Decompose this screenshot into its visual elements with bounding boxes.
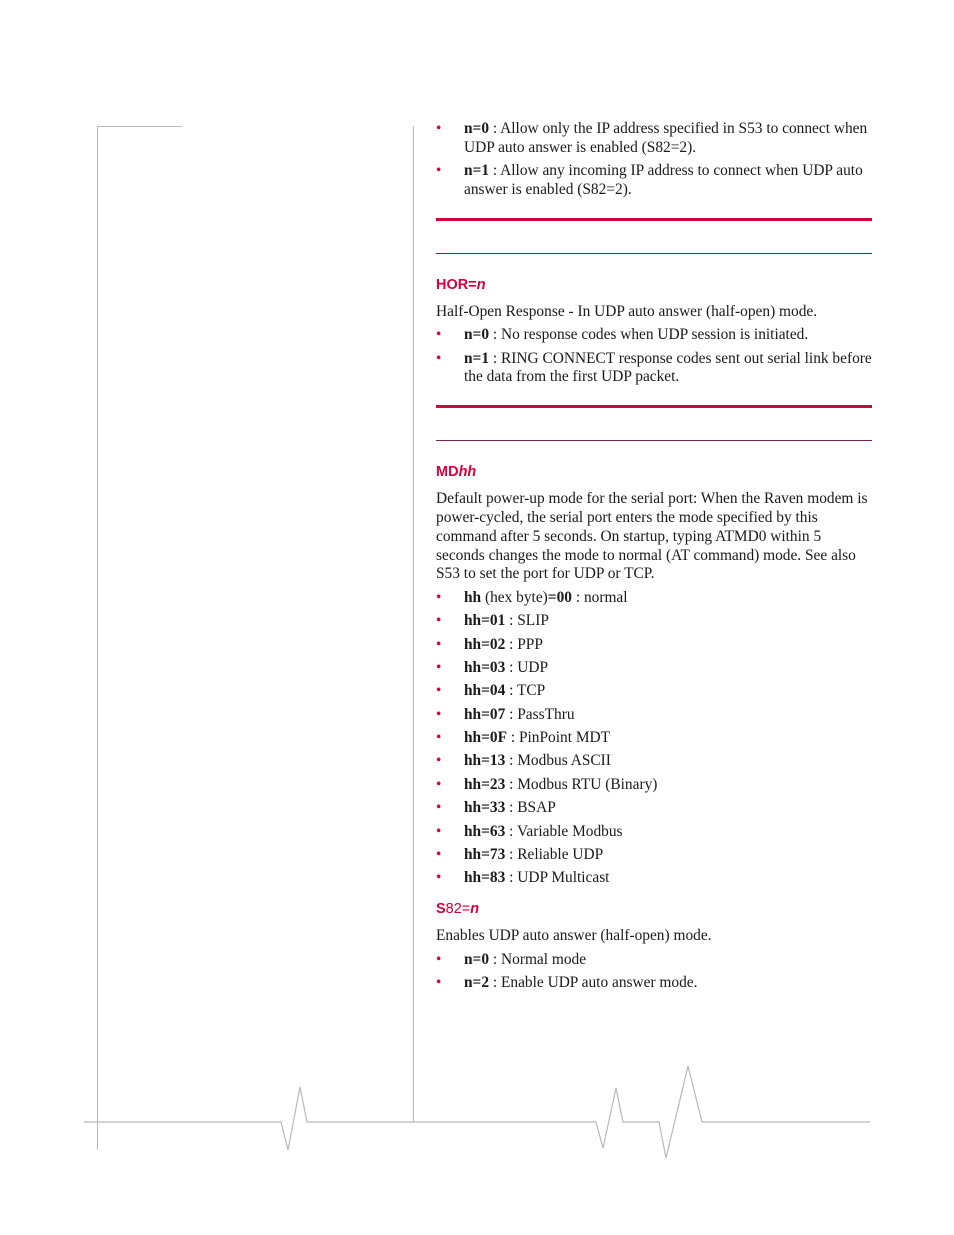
list-item: • hh=33 : BSAP bbox=[436, 799, 872, 818]
section-rule-thin bbox=[436, 440, 872, 441]
list-item: • n=1 : RING CONNECT response codes sent out serial link before the data from the first UDP packet. bbox=[436, 350, 872, 388]
list-item: • n=2 : Enable UDP auto answer mode. bbox=[436, 974, 872, 993]
section-rule-thin bbox=[436, 253, 872, 254]
list-item: • hh=07 : PassThru bbox=[436, 706, 872, 725]
md-description: Default power-up mode for the serial port: When the Raven modem is power-cycled, the serial port enters the mode specified by this command after 5 seconds. On startup, typing ATMD0 within 5 seconds changes the mode to normal (AT command) mode. See also S53 to set the port for UDP or TCP. bbox=[436, 490, 868, 583]
hor-command-heading: HOR=n bbox=[436, 276, 486, 293]
hor-option-list bbox=[436, 326, 872, 387]
list-item: • hh=04 : TCP bbox=[436, 682, 872, 701]
section-rule-red bbox=[436, 405, 872, 408]
list-item: • n=0 : No response codes when UDP session is initiated. bbox=[436, 326, 872, 345]
top-bullet-list bbox=[436, 120, 872, 200]
list-item: • hh=03 : UDP bbox=[436, 659, 872, 678]
list-item: • hh=83 : UDP Multicast bbox=[436, 869, 872, 888]
list-item: • hh=01 : SLIP bbox=[436, 612, 872, 631]
md-command-heading: MDhh bbox=[436, 464, 477, 481]
s82-option-list bbox=[436, 951, 872, 993]
section-rule-red bbox=[436, 218, 872, 221]
list-item: • n=1 : Allow any incoming IP address to connect when UDP auto answer is enabled (S82=2). bbox=[436, 162, 872, 200]
list-item: • hh=23 : Modbus RTU (Binary) bbox=[436, 776, 872, 795]
list-item: • hh (hex byte)=00 : normal bbox=[436, 589, 872, 608]
hor-description: Half-Open Response - In UDP auto answer (half-open) mode. bbox=[436, 302, 818, 320]
list-item: • n=0 : Normal mode bbox=[436, 951, 872, 970]
list-item: • hh=02 : PPP bbox=[436, 636, 872, 655]
list-item: • hh=13 : Modbus ASCII bbox=[436, 752, 872, 771]
list-item: • hh=63 : Variable Modbus bbox=[436, 823, 872, 842]
md-mode-list bbox=[436, 589, 872, 888]
list-item: • hh=0F : PinPoint MDT bbox=[436, 729, 872, 748]
main-column bbox=[436, 120, 872, 997]
s82-command-heading: S82=n bbox=[436, 901, 480, 918]
list-item: • n=0 : Allow only the IP address specified in S53 to connect when UDP auto answer is enabled (S82=2). bbox=[436, 120, 872, 158]
list-item: • hh=73 : Reliable UDP bbox=[436, 846, 872, 865]
s82-description: Enables UDP auto answer (half-open) mode. bbox=[436, 927, 712, 945]
